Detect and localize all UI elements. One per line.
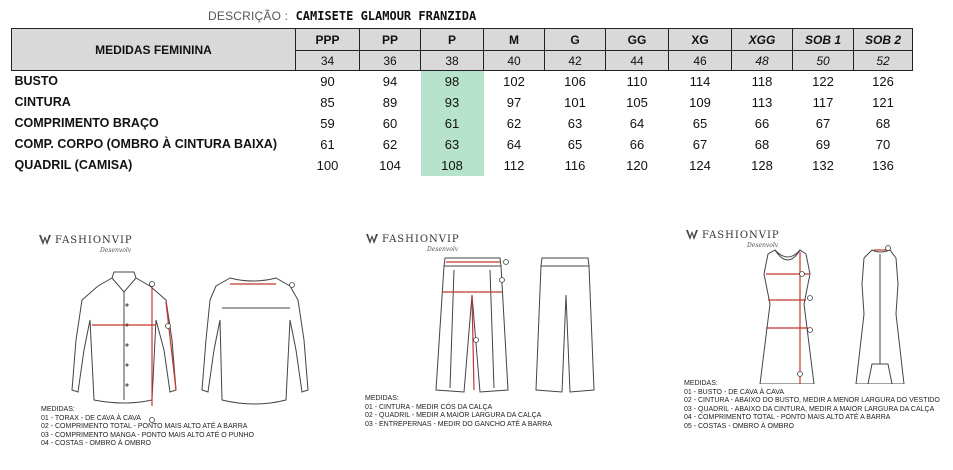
measurement-cell: 64 [629, 115, 645, 131]
size-number: 34 [296, 51, 360, 71]
measurement-cell: 113 [751, 94, 773, 110]
measurement-cell: 61 [421, 113, 484, 134]
measurement-cell: 70 [875, 136, 891, 152]
measurement-row [12, 92, 913, 113]
legend-line: 04 - COSTAS - OMBRO À OMBRO [41, 440, 151, 448]
measurement-cell: 66 [754, 115, 770, 131]
legend-line: 03 - COMPRIMENTO MANGA - PONTO MAIS ALTO ATÉ O PUNHO [41, 431, 254, 439]
brand-logo [365, 232, 460, 253]
measurement-label: CINTURA [14, 95, 71, 109]
measurement-label: QUADRIL (CAMISA) [14, 158, 133, 172]
measurement-cell: 89 [382, 94, 398, 110]
measurement-cell: 63 [421, 134, 484, 155]
measurement-cell: 65 [567, 136, 583, 152]
measurement-row [12, 113, 913, 134]
measurement-cell: 122 [812, 73, 834, 89]
measurement-label: BUSTO [14, 74, 59, 89]
legend-line: 01 - BUSTO - DE CAVA À CAVA [684, 388, 785, 396]
legend-line: MEDIDAS: [365, 395, 399, 402]
measurement-label: COMP. CORPO (OMBRO À CINTURA BAIXA) [14, 137, 277, 151]
brand-subtitle: Desenvolv [427, 246, 459, 253]
brand-logo [685, 228, 780, 249]
measurement-cell: 63 [567, 115, 583, 131]
measurement-cell: 60 [382, 115, 398, 131]
measurement-cell: 67 [815, 115, 831, 131]
size-label: SOB 1 [793, 29, 854, 51]
legend-line: 01 - TORAX - DE CAVA À CAVA [41, 414, 141, 422]
measurement-cell: 128 [751, 157, 773, 173]
legend-line: 02 - CINTURA - ABAIXO DO BUSTO, MEDIR A MENOR LARGURA DO VESTIDO [684, 397, 940, 405]
size-label: G [545, 29, 606, 51]
measurement-cell: 116 [564, 157, 586, 173]
measurement-cell: 90 [320, 73, 335, 89]
legend-line: MEDIDAS: [41, 406, 75, 413]
brand-name: FASHIONVIP [702, 229, 780, 241]
measurement-cell: 69 [815, 136, 831, 152]
brand-subtitle: Desenvolv [100, 247, 132, 254]
brand-name: FASHIONVIP [55, 234, 133, 246]
size-number: 50 [793, 51, 854, 71]
measurement-cell: 93 [421, 92, 484, 113]
size-label: SOB 2 [854, 29, 913, 51]
dress-legend [684, 380, 940, 432]
brand-logo [38, 233, 133, 254]
size-number: 52 [854, 51, 913, 71]
dress-panel [640, 220, 953, 470]
description [208, 9, 476, 23]
measurement-cell: 121 [872, 94, 894, 110]
pants-diagram [330, 250, 630, 400]
legend-line: 02 - COMPRIMENTO TOTAL - PONTO MAIS ALTO ATÉ A BARRA [41, 423, 248, 431]
brand-mark-icon [38, 233, 52, 247]
legend-line: 03 - QUADRIL - ABAIXO DA CINTURA, MEDIR A MAIOR LARGURA DA CALÇA [684, 405, 935, 413]
legend-line: 01 - CINTURA - MEDIR CÓS DA CALÇA [365, 403, 493, 411]
size-label: XG [669, 29, 732, 51]
measurement-cell: 126 [872, 73, 894, 89]
table-title: MEDIDAS FEMININA [12, 29, 296, 71]
measurement-cell: 66 [629, 136, 645, 152]
measurement-cell: 124 [689, 157, 711, 173]
size-number: 40 [484, 51, 545, 71]
measurement-row [12, 155, 913, 176]
measurement-cell: 68 [875, 115, 891, 131]
measurement-cell: 136 [872, 157, 894, 173]
measurement-cell: 61 [320, 136, 335, 152]
legend-line: 03 - ENTREPERNAS - MEDIR DO GANCHO ATÉ A BARRA [365, 420, 552, 428]
measurement-cell: 62 [382, 136, 398, 152]
measurement-cell: 108 [421, 155, 484, 176]
measure-lines [92, 284, 276, 406]
shirt-legend [41, 406, 254, 449]
legend-line: 02 - QUADRIL - MEDIR A MAIOR LARGURA DA CALÇA [365, 412, 542, 420]
size-label: PPP [296, 29, 360, 51]
measurement-cell: 59 [320, 115, 335, 131]
measurement-cell: 132 [812, 157, 834, 173]
size-number: 36 [360, 51, 421, 71]
size-number: 42 [545, 51, 606, 71]
measurement-cell: 101 [564, 94, 586, 110]
measurement-cell: 112 [503, 157, 525, 173]
measurement-cell: 67 [692, 136, 708, 152]
size-label: P [421, 29, 484, 51]
measurement-cell: 100 [316, 157, 339, 173]
measurement-cell: 94 [382, 73, 398, 89]
legend-line: 04 - COMPRIMENTO TOTAL - PONTO MAIS ALTO ATÉ A BARRA [684, 414, 891, 422]
brand-name: FASHIONVIP [382, 233, 460, 245]
size-number: 38 [421, 51, 484, 71]
measurement-cell: 62 [506, 115, 522, 131]
measurement-label: COMPRIMENTO BRAÇO [14, 116, 159, 130]
measurement-cell: 98 [421, 71, 484, 92]
size-label: M [484, 29, 545, 51]
measurement-cell: 97 [506, 94, 522, 110]
size-table [11, 28, 913, 176]
measurement-cell: 118 [751, 73, 773, 89]
measurement-cell: 102 [503, 73, 525, 89]
legend-line: 05 - COSTAS - OMBRO À OMBRO [684, 422, 794, 430]
dress-diagram [640, 244, 953, 384]
size-number: 46 [669, 51, 732, 71]
description-label: DESCRIÇÃO : [208, 9, 289, 23]
size-label: PP [360, 29, 421, 51]
brand-mark-icon [685, 228, 699, 242]
measurement-row [12, 71, 913, 92]
measurement-row [12, 134, 913, 155]
measurement-cell: 85 [320, 94, 335, 110]
measurement-cell: 114 [689, 73, 711, 89]
measurement-cell: 106 [564, 73, 586, 89]
measurement-cell: 68 [754, 136, 770, 152]
size-number: 48 [732, 51, 793, 71]
measurement-cell: 65 [692, 115, 708, 131]
size-label: GG [606, 29, 669, 51]
size-label: XGG [732, 29, 793, 51]
measurement-cell: 110 [626, 73, 648, 89]
legend-line: MEDIDAS: [684, 380, 718, 387]
measurement-cell: 117 [812, 94, 834, 110]
measurement-cell: 109 [689, 94, 711, 110]
shirt-panel [0, 220, 330, 470]
measurement-cell: 64 [506, 136, 522, 152]
pants-panel [330, 220, 630, 470]
measurement-cell: 105 [626, 94, 648, 110]
description-value: CAMISETE GLAMOUR FRANZIDA [295, 9, 477, 23]
measurement-cell: 120 [626, 157, 648, 173]
brand-mark-icon [365, 232, 379, 246]
size-header-row [12, 29, 913, 51]
brand-subtitle: Desenvolv [747, 242, 779, 249]
size-number: 44 [606, 51, 669, 71]
pants-legend [365, 395, 552, 429]
measurement-cell: 104 [379, 157, 401, 173]
